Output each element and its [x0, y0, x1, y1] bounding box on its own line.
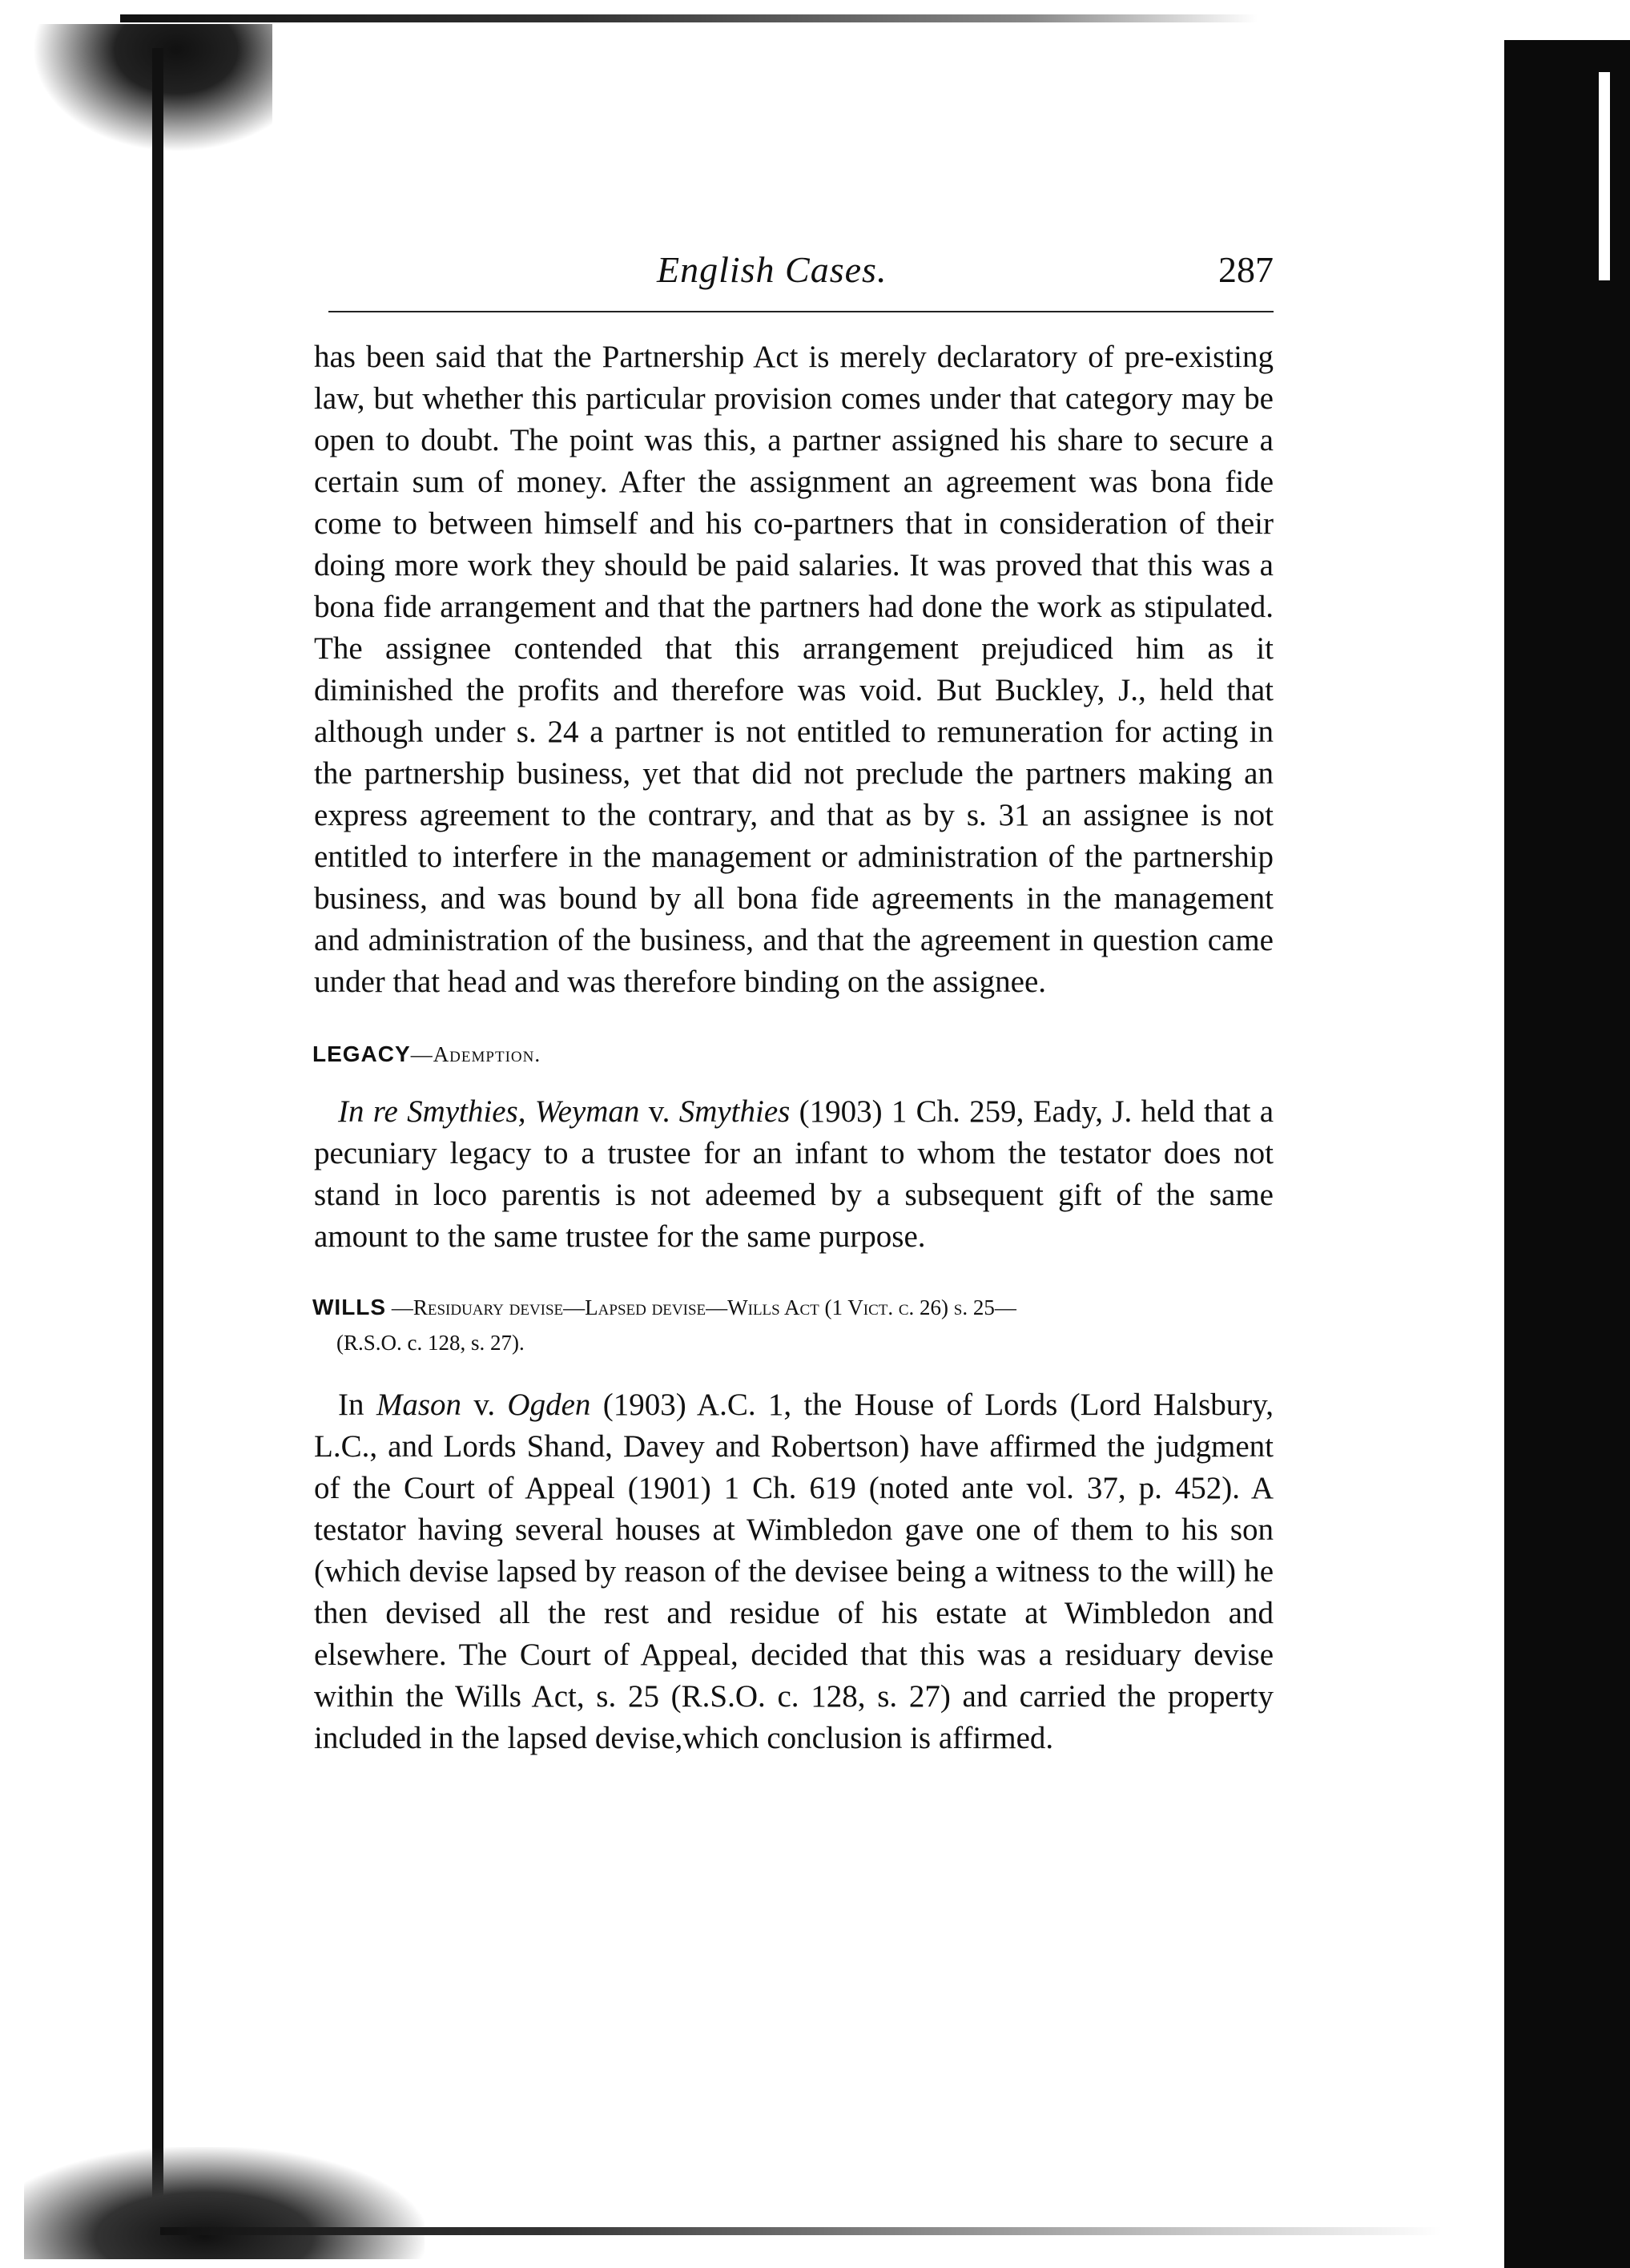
scan-edge-right	[1504, 40, 1630, 2268]
case-name-2: Smythies	[678, 1094, 791, 1129]
legacy-paragraph	[312, 1091, 1274, 1258]
heading-lead: WILLS	[312, 1295, 387, 1319]
header-rule	[328, 311, 1274, 312]
case-versus: v.	[639, 1094, 679, 1129]
heading-subtitle: —Ademption.	[410, 1042, 541, 1066]
heading-subtitle: —Residuary devise—Lapsed devise—Wills Act (1 Vict. c. 26) s. 25—	[386, 1295, 1016, 1319]
heading-continuation: (R.S.O. c. 128, s. 27).	[336, 1331, 525, 1355]
scan-edge-bottom	[160, 2227, 1442, 2235]
case-name-1: Mason	[376, 1388, 462, 1422]
scan-edge-gap	[1599, 72, 1610, 280]
wills-intro: In	[338, 1388, 376, 1422]
scan-edge-top	[120, 14, 1258, 22]
continuation-paragraph: has been said that the Partnership Act is merely declaratory of pre-existing law, but whether this particular provision comes under that category may be open to doubt. The point was this, a partner assigned his share to secure a certain sum of money. After the assignment an agreement was bona fide come to between himself and his co-partners that in consideration of their doing more work they should be paid salaries. It was proved that this was a bona fide arrangement and that the partners had done the work as stipulated. The assignee contended that this arrangement prejudiced him as it diminished the profits and therefore was void. But Buckley, J., held that although under s. 24 a partner is not entitled to remuneration for acting in the partnership business, yet that did not preclude the partners making an express agreement to the contrary, and that as by s. 31 an assignee is not entitled to interfere in the management or administration of the partnership business, and was bound by all bona fide agreements in the management and administration of the business, and that the agreement in question came under that head and was therefore binding on the assignee.	[314, 340, 1274, 999]
heading-lead: LEGACY	[312, 1041, 411, 1066]
case-name-1: In re Smythies, Weyman	[338, 1094, 640, 1129]
scan-shadow-bottom-left	[24, 2147, 425, 2259]
running-head	[312, 240, 1274, 304]
case-versus: v.	[461, 1388, 508, 1422]
wills-body: (1903) A.C. 1, the House of Lords (Lord Halsbury, L.C., and Lords Shand, Davey and Robertson) have affirmed the judgment of the Court of Appeal (1901) 1 Ch. 619 (noted ante vol. 37, p. 452). A testator having several houses at Wimbledon gave one of them to his son (which devise lapsed by reason of the devisee being a witness to the will) he then devised all the rest and residue of his estate at Wimbledon and elsewhere. The Court of Appeal, decided that this was a residuary devise within the Wills Act, s. 25 (R.S.O. c. 128, s. 27) and carried the property included in the lapsed devise,which conclusion is affirmed.	[314, 1388, 1274, 1755]
scan-edge-left	[152, 48, 163, 2211]
section-heading-wills	[312, 1290, 1274, 1360]
section-heading-legacy	[312, 1041, 1274, 1067]
running-title: English Cases.	[657, 249, 887, 290]
page-number: 287	[1218, 249, 1274, 290]
legacy-body: (1903) 1 Ch. 259, Eady, J. held that a pecuniary legacy to a trustee for an infant to whom the testator does not stand in loco parentis is not adeemed by a subsequent gift of the same amount to the same trustee for the same purpose.	[314, 1094, 1274, 1254]
case-name-2: Ogden	[507, 1388, 591, 1422]
book-page	[312, 240, 1274, 1759]
wills-paragraph	[312, 1384, 1274, 1759]
